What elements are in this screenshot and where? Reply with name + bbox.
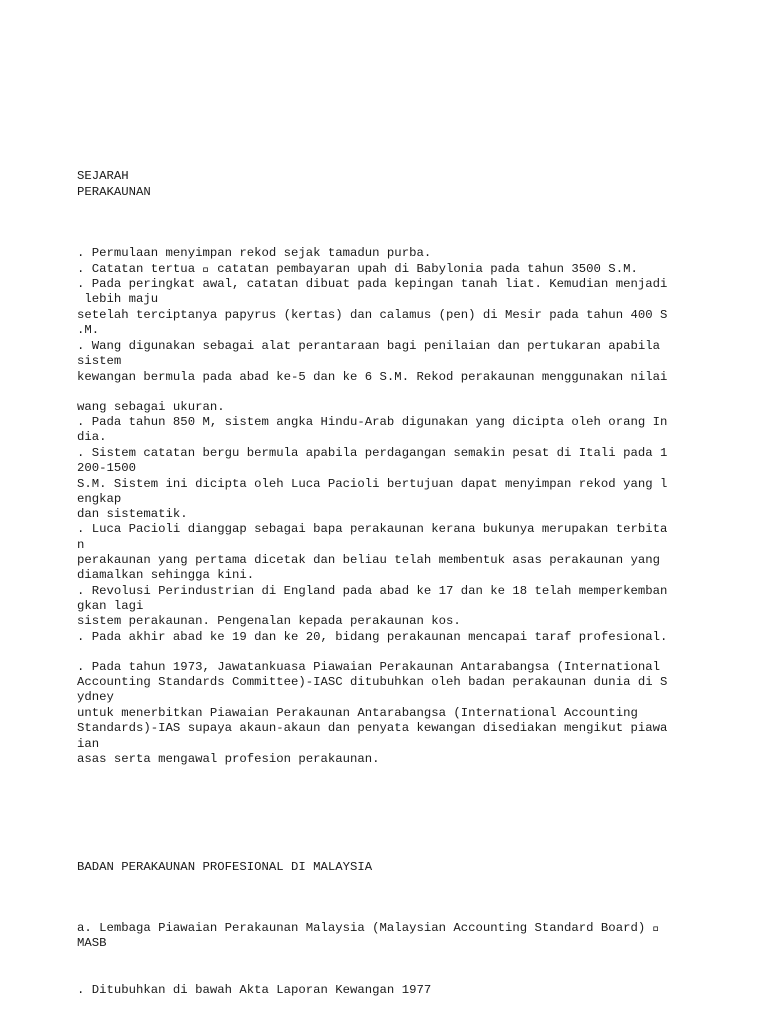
history-line-10: wang sebagai ukuran. [77,400,225,414]
history-line-9: kewangan bermula pada abad ke-5 dan ke 6 S.M. Rekod perakaunan menggunakan nilai [77,370,668,384]
history-line-5: setelah terciptanya papyrus (kertas) dan calamus (pen) di Mesir pada tahun 400 S [77,308,668,322]
section-heading: BADAN PERAKAUNAN PROFESIONAL DI MALAYSIA [77,860,373,874]
history-line-16: engkap [77,492,122,506]
history-line-27: Accounting Standards Committee)-IASC ditubuhkan oleh badan perakaunan dunia di S [77,675,668,689]
masb-point: . Ditubuhkan di bawah Akta Laporan Kewangan 1977 [77,983,432,997]
history-line-31: ian [77,737,100,751]
history-line-11: . Pada tahun 850 M, sistem angka Hindu-Arab digunakan yang dicipta oleh orang In [77,415,668,429]
history-line-3: . Pada peringkat awal, catatan dibuat pada kepingan tanah liat. Kemudian menjadi [77,277,668,291]
history-line-20: perakaunan yang pertama dicetak dan beliau telah membentuk asas perakaunan yang [77,553,660,567]
history-line-4: lebih maju [77,292,159,306]
history-line-21: diamalkan sehingga kini. [77,568,255,582]
history-line-15: S.M. Sistem ini dicipta oleh Luca Pacioli bertujuan dapat menyimpan rekod yang l [77,477,668,491]
history-line-7: . Wang digunakan sebagai alat perantaraan bagi penilaian dan pertukaran apabila [77,339,660,353]
history-line-6: .M. [77,323,100,337]
history-line-8: sistem [77,354,122,368]
history-line-18: . Luca Pacioli dianggap sebagai bapa perakaunan kerana bukunya merupakan terbita [77,522,668,536]
history-line-28: ydney [77,690,114,704]
history-line-1: . Permulaan menyimpan rekod sejak tamadun purba. [77,246,432,260]
history-line-25: . Pada akhir abad ke 19 dan ke 20, bidang perakaunan mencapai taraf profesional. [77,630,668,644]
history-line-24: sistem perakaunan. Pengenalan kepada perakaunan kos. [77,614,461,628]
history-line-22: . Revolusi Perindustrian di England pada abad ke 17 dan ke 18 telah memperkemban [77,584,668,598]
history-line-13: . Sistem catatan bergu bermula apabila perdagangan semakin pesat di Itali pada 1 [77,446,668,460]
title-line-2: PERAKAUNAN [77,185,151,199]
history-line-19: n [77,538,85,552]
history-line-29: untuk menerbitkan Piawaian Perakaunan Antarabangsa (International Accounting [77,706,638,720]
history-line-23: gkan lagi [77,599,144,613]
history-line-32: asas serta mengawal profesion perakaunan. [77,752,380,766]
history-line-12: dia. [77,430,107,444]
masb-line-2: MASB [77,936,107,950]
title-line-1: SEJARAH [77,169,129,183]
history-line-26: . Pada tahun 1973, Jawatankuasa Piawaian Perakaunan Antarabangsa (International [77,660,660,674]
masb-line-1: a. Lembaga Piawaian Perakaunan Malaysia (Malaysian Accounting Standard Board) [77,921,660,935]
history-line-14: 200-1500 [77,461,137,475]
history-line-17: dan sistematik. [77,507,188,521]
history-line-30: Standards)-IAS supaya akaun-akaun dan penyata kewangan disediakan mengikut piawa [77,721,668,735]
history-line-2: . Catatan tertua catatan pembayaran upah di Babylonia pada tahun 3500 S.M. [77,262,638,276]
